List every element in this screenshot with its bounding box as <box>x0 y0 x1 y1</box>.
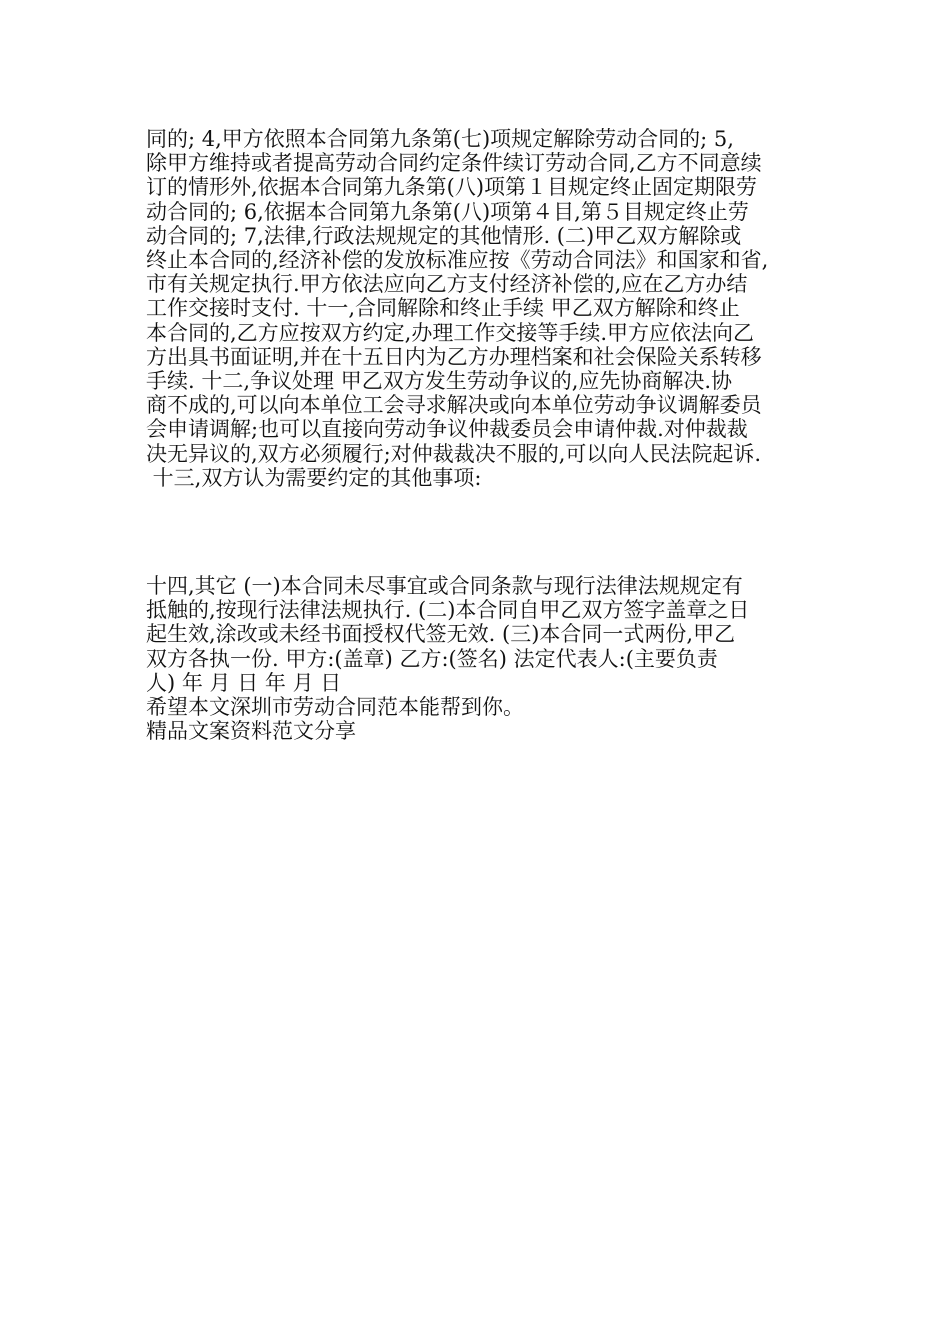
text-line: 人) 年 月 日 年 月 日 <box>146 670 342 695</box>
text-line: 商不成的,可以向本单位工会寻求解决或向本单位劳动争议调解委员 <box>146 393 762 418</box>
contract-text-section-1 <box>146 127 826 490</box>
text-line: 决无异议的,双方必须履行;对仲裁裁决不服的,可以向人民法院起诉. <box>146 441 762 466</box>
text-line: 市有关规定执行.甲方依法应向乙方支付经济补偿的,应在乙方办结 <box>146 272 748 297</box>
text-line: 会申请调解;也可以直接向劳动争议仲裁委员会申请仲裁.对仲裁裁 <box>146 417 748 442</box>
text-line: 动合同的; 6,依据本合同第九条第(八)项第４目,第５目规定终止劳 <box>146 199 749 224</box>
text-line: 抵触的,按现行法律法规执行. (二)本合同自甲乙双方签字盖章之日 <box>146 598 750 623</box>
text-line: 同的; 4,甲方依照本合同第九条第(七)项规定解除劳动合同的; 5, <box>146 127 734 151</box>
text-line: 双方各执一份. 甲方:(盖章) 乙方:(签名) 法定代表人:(主要负责 <box>146 646 718 671</box>
contract-text-section-2 <box>146 574 826 743</box>
text-line: 动合同的; 7,法律,行政法规规定的其他情形. (二)甲乙双方解除或 <box>146 223 742 248</box>
text-line: 起生效,涂改或未经书面授权代签无效. (三)本合同一式两份,甲乙 <box>146 622 736 647</box>
closing-note: 希望本文深圳市劳动合同范本能帮到你。 <box>146 695 524 720</box>
text-line: 终止本合同的,经济补偿的发放标准应按《劳动合同法》和国家和省, <box>146 248 769 273</box>
text-line: 除甲方维持或者提高劳动合同约定条件续订劳动合同,乙方不同意续 <box>146 151 762 176</box>
text-line: 手续. 十二,争议处理 甲乙双方发生劳动争议的,应先协商解决.协 <box>146 369 733 394</box>
text-line: 十三,双方认为需要约定的其他事项: <box>146 465 482 490</box>
text-line: 本合同的,乙方应按双方约定,办理工作交接等手续.甲方应依法向乙 <box>146 320 755 345</box>
text-line: 订的情形外,依据本合同第九条第(八)项第１目规定终止固定期限劳 <box>146 175 758 200</box>
text-line: 方出具书面证明,并在十五日内为乙方办理档案和社会保险关系转移 <box>146 344 762 369</box>
text-line: 工作交接时支付. 十一,合同解除和终止手续 甲乙双方解除和终止 <box>146 296 740 321</box>
text-line: 十四,其它 (一)本合同未尽事宜或合同条款与现行法律法规规定有 <box>146 574 743 598</box>
footer-tagline: 精品文案资料范文分享 <box>146 719 356 744</box>
